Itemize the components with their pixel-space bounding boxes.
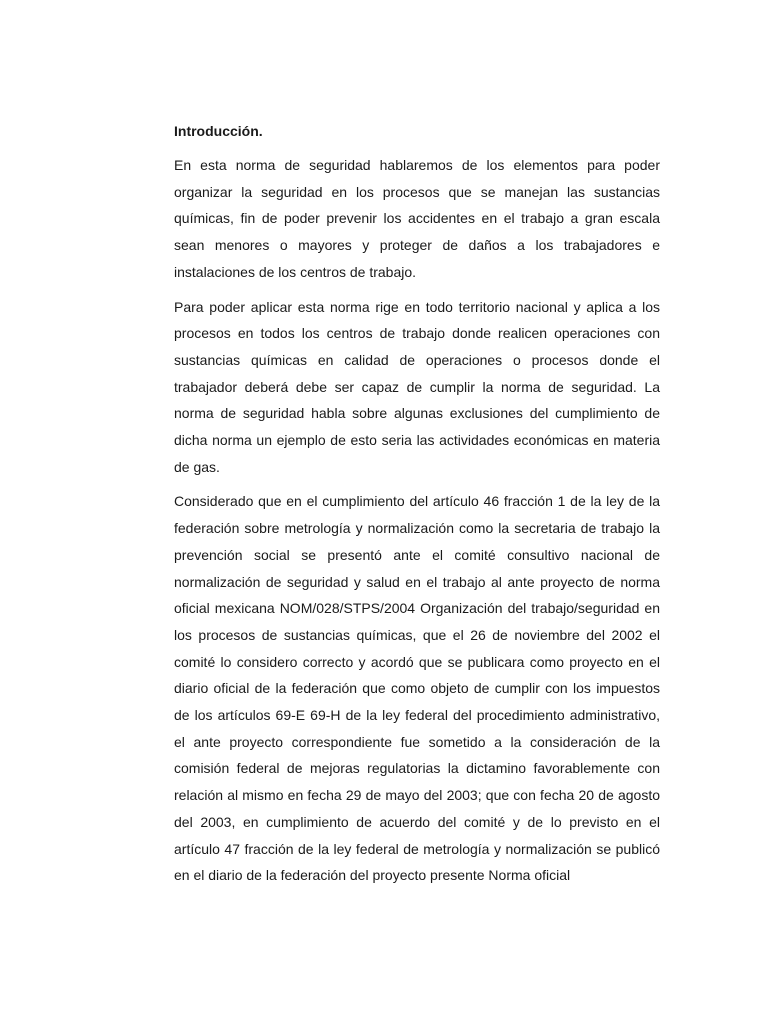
paragraph-intro: En esta norma de seguridad hablaremos de los elementos para poder organizar la seguridad en los procesos que se manejan las sustancias químicas, fin de poder prevenir los accidentes en el trabajo a gran escala sean menores o mayores y proteger de daños a los trabajadores e instalaciones de los centros de trabajo. <box>174 157 660 280</box>
paragraph-considerations: Considerado que en el cumplimiento del artículo 46 fracción 1 de la ley de la federación sobre metrología y normalización como la secretaria de trabajo la prevención social se presentó ante el comité consultivo nacional de normalización de seguridad y salud en el trabajo al ante proyecto de norma oficial mexicana NOM/028/STPS/2004 Organización del trabajo/seguridad en los procesos de sustancias químicas, que el 26 de noviembre del 2002 el comité lo considero correcto y acordó que se publicara como proyecto en el diario oficial de la federación que como objeto de cumplir con los impuestos de los artículos 69-E 69-H de la ley federal del procedimiento administrativo, el ante proyecto correspondiente fue sometido a la consideración de la comisión federal de mejoras regulatorias la dictamino favorablemente con relación al mismo en fecha 29 de mayo del 2003; que con fecha 20 de agosto del 2003, en cumplimiento de acuerdo del comité y de lo previsto en el artículo 47 fracción de la ley federal de metrología y normalización se publicó en el diario de la federación del proyecto presente Norma oficial <box>174 493 660 884</box>
document-page <box>174 118 660 897</box>
section-heading: Introducción. <box>174 123 263 139</box>
paragraph-scope: Para poder aplicar esta norma rige en todo territorio nacional y aplica a los procesos en todos los centros de trabajo donde realicen operaciones con sustancias químicas en calidad de operaciones o procesos donde el trabajador deberá debe ser capaz de cumplir la norma de seguridad. La norma de seguridad habla sobre algunas exclusiones del cumplimiento de dicha norma un ejemplo de esto seria las actividades económicas en materia de gas. <box>174 298 660 475</box>
